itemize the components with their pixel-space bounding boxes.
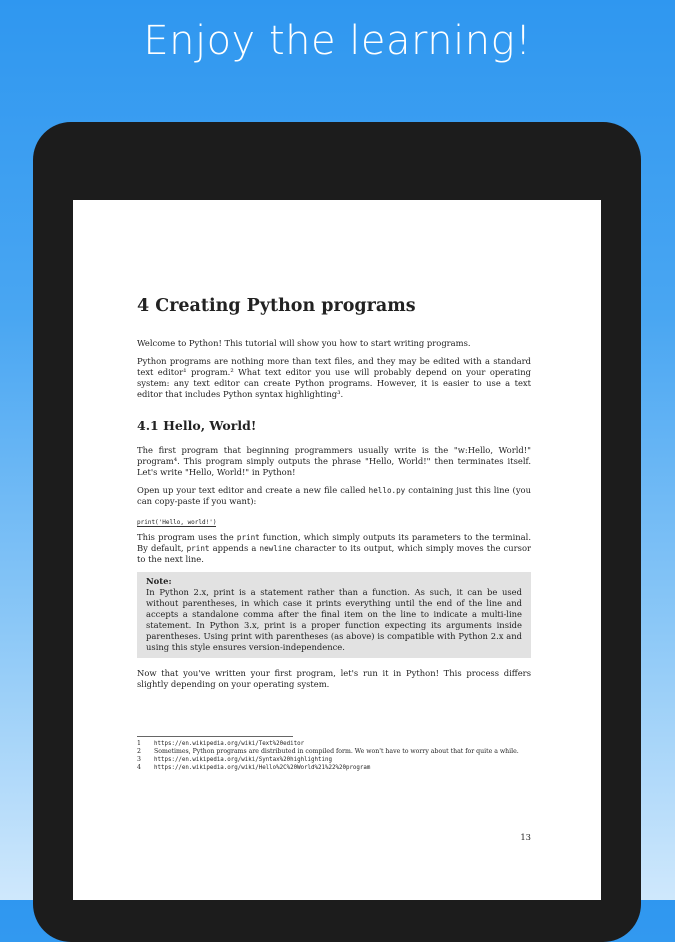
code-snippet — [137, 519, 531, 526]
footnote-link[interactable]: https://en.wikipedia.org/wiki/Text%20editor — [154, 741, 305, 747]
print-text-c: appends a — [209, 543, 260, 553]
footnote-text: Sometimes, Python programs are distributed in compiled form. We won't have to worry about that for quite a while. — [154, 748, 519, 755]
document-body — [137, 296, 531, 772]
footnote-number: 3 — [137, 756, 141, 763]
footnote-2 — [137, 748, 531, 756]
footnote-link[interactable]: https://en.wikipedia.org/wiki/Hello%2C%20World%21%22%20program — [154, 765, 371, 771]
newline-code: newline — [259, 544, 292, 553]
print-paragraph — [137, 532, 531, 565]
footnote-number: 1 — [137, 740, 141, 747]
note-title: Note: — [146, 576, 172, 586]
print-text-b: function, which simply outputs its parameters to the terminal. By default, — [137, 532, 531, 553]
filename-code: hello.py — [368, 486, 406, 495]
run-program-paragraph: Now that you've written your first program, let's run it in Python! This process differs slightly depending on your operating system. — [137, 668, 531, 689]
footnote-number: 2 — [137, 748, 141, 755]
print-text-d: character to its output, which simply moves the cursor to the next line. — [137, 543, 531, 564]
chapter-title: 4 Creating Python programs — [137, 296, 416, 316]
note-box — [137, 572, 531, 658]
text-editor-paragraph: Python programs are nothing more than text files, and they may be edited with a standard text editor¹ program.² What text editor you use will probably depend on your operating system: any text editor can create Python programs. However, it is easier to use a text editor that includes Python syntax highlighting³. — [137, 356, 531, 399]
open-editor-text-b: containing just this line (you can copy-paste if you want): — [137, 485, 531, 506]
footnote-number: 4 — [137, 764, 141, 771]
section-title: 4.1 Hello, World! — [137, 418, 257, 433]
note-text: In Python 2.x, print is a statement rather than a function. As such, it can be used without parentheses, in which case it prints everything until the end of the line and accepts a standalone comma after the final item on the line to indicate a multi-line statement. In Python 3.x, print is a proper function expecting its arguments inside parentheses. Using print with parentheses (as above) is compatible with Python 2.x and using this style ensures version-independence. — [146, 587, 522, 652]
hello-world-paragraph: The first program that beginning programmers usually write is the "w:Hello, World!" program⁴. This program simply outputs the phrase "Hello, World!" then terminates itself. Let's write "Hello, World!" in Python! — [137, 445, 531, 477]
promo-headline: Enjoy the learning! — [143, 18, 532, 64]
footnote-4 — [137, 764, 531, 772]
open-editor-text-a: Open up your text editor and create a new file called — [137, 485, 369, 495]
document-page[interactable] — [73, 200, 601, 900]
print-code-1: print — [236, 533, 260, 542]
footnote-link[interactable]: https://en.wikipedia.org/wiki/Syntax%20highlighting — [154, 757, 332, 763]
print-code-2: print — [186, 544, 210, 553]
footnote-divider — [137, 736, 293, 737]
print-text-a: This program uses the — [137, 532, 237, 542]
page-number: 13 — [520, 832, 531, 842]
footnote-1 — [137, 740, 531, 748]
intro-paragraph: Welcome to Python! This tutorial will show you how to start writing programs. — [137, 338, 471, 348]
footnote-3 — [137, 756, 531, 764]
code-line: print('Hello, world!') — [137, 519, 217, 526]
open-editor-paragraph — [137, 485, 531, 507]
